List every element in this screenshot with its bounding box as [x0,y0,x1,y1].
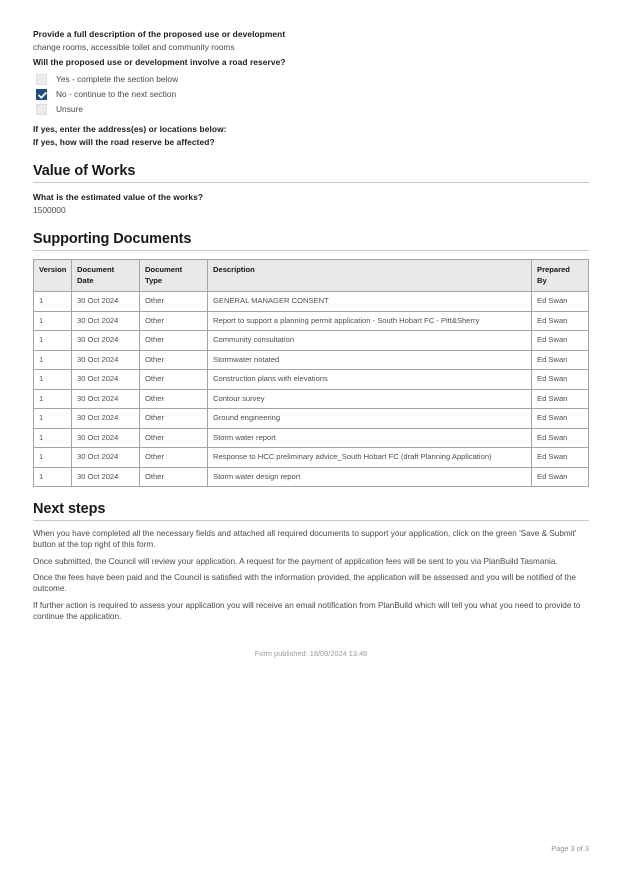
description-answer-value: change rooms, accessible toilet and community rooms [33,42,235,52]
section-divider [33,250,589,251]
cell-document-type: Other [140,428,208,448]
table-header [34,260,589,292]
cell-document-type: Other [140,311,208,331]
cell-description: Storm water design report [208,467,532,487]
section-divider [33,520,589,521]
table-row [34,409,589,429]
cell-prepared-by: Ed Swan [532,409,589,429]
cell-description: Storm water report [208,428,532,448]
supporting-documents-table [33,259,589,487]
column-header-document-type [140,260,208,292]
table-row [34,428,589,448]
column-header-prepared-by [532,260,589,292]
table-row [34,467,589,487]
next-steps-paragraph: Once the fees have been paid and the Council is satisfied with the information provided, the application will be assessed and you will be notified of the outcome. [33,573,576,594]
column-header-document-date [72,260,140,292]
cell-version: 1 [34,428,72,448]
column-header-text: Prepared [537,265,570,274]
cell-description: Ground engineering [208,409,532,429]
cell-prepared-by: Ed Swan [532,331,589,351]
cell-description: Report to support a planning permit application - South Hobart FC - Pitt&Sherry [208,311,532,331]
cell-version: 1 [34,448,72,468]
option-label-unsure: Unsure [56,104,83,114]
cell-version: 1 [34,311,72,331]
estimated-value-question-label: What is the estimated value of the works? [33,192,204,202]
column-header-text: Date [77,275,94,285]
next-steps-heading: Next steps [33,501,106,517]
table-row [34,389,589,409]
next-steps-paragraph: If further action is required to assess your application you will receive an email notification from PlanBuild which will tell you what you need to provide to continue the application. [33,600,581,621]
cell-prepared-by: Ed Swan [532,370,589,390]
option-label-no: No - continue to the next section [56,89,177,99]
table-row [34,292,589,312]
checkbox-unchecked-icon[interactable] [36,104,47,115]
table-row [34,370,589,390]
value-of-works-heading: Value of Works [33,163,136,179]
cell-document-type: Other [140,292,208,312]
column-header-text: By [537,275,547,285]
cell-document-type: Other [140,331,208,351]
cell-prepared-by: Ed Swan [532,311,589,331]
cell-prepared-by: Ed Swan [532,467,589,487]
column-header-text: Document [77,265,115,274]
cell-document-date: 30 Oct 2024 [72,448,140,468]
cell-prepared-by: Ed Swan [532,350,589,370]
section-divider [33,182,589,183]
cell-prepared-by: Ed Swan [532,389,589,409]
cell-version: 1 [34,389,72,409]
cell-document-date: 30 Oct 2024 [72,428,140,448]
column-header-text: Description [213,265,255,274]
column-header-text: Type [145,275,163,285]
cell-document-date: 30 Oct 2024 [72,350,140,370]
road-reserve-options [36,72,589,117]
cell-document-type: Other [140,409,208,429]
checkbox-unchecked-icon[interactable] [36,74,47,85]
cell-prepared-by: Ed Swan [532,448,589,468]
cell-document-type: Other [140,448,208,468]
address-question-label: If yes, enter the address(es) or locations below: [33,124,227,134]
table-row [34,448,589,468]
column-header-text: Version [39,265,67,274]
page-number: Page 3 of 3 [551,844,589,853]
table-row [34,311,589,331]
cell-document-type: Other [140,467,208,487]
cell-version: 1 [34,370,72,390]
cell-document-date: 30 Oct 2024 [72,409,140,429]
cell-description: GENERAL MANAGER CONSENT [208,292,532,312]
description-question-label: Provide a full description of the proposed use or development [33,29,286,39]
cell-document-date: 30 Oct 2024 [72,389,140,409]
table-body [34,292,589,487]
cell-document-date: 30 Oct 2024 [72,311,140,331]
checkbox-checked-icon[interactable] [36,89,47,100]
form-published-timestamp: Form published: 18/09/2024 13:46 [254,648,368,658]
cell-description: Stormwater notated [208,350,532,370]
column-header-text: Document [145,265,183,274]
table-row [34,350,589,370]
option-row-no[interactable] [36,87,589,102]
cell-document-type: Other [140,350,208,370]
cell-document-date: 30 Oct 2024 [72,467,140,487]
estimated-value-answer: 1500000 [33,205,66,215]
cell-document-type: Other [140,389,208,409]
table-header-row [34,260,589,292]
next-steps-paragraph: Once submitted, the Council will review your application. A request for the payment of application fees will be sent to you via PlanBuild Tasmania. [33,556,558,566]
affected-question-label: If yes, how will the road reserve be affected? [33,137,215,147]
cell-prepared-by: Ed Swan [532,428,589,448]
cell-version: 1 [34,292,72,312]
supporting-documents-heading: Supporting Documents [33,231,192,247]
cell-description: Contour survey [208,389,532,409]
table-row [34,331,589,351]
next-steps-paragraph: When you have completed all the necessary fields and attached all required documents to support your application, click on the green 'Save & Submit' button at the top right of this form. [33,529,577,549]
column-header-description [208,260,532,292]
option-row-unsure[interactable] [36,102,589,117]
cell-document-date: 30 Oct 2024 [72,331,140,351]
option-label-yes: Yes - complete the section below [56,74,179,84]
cell-version: 1 [34,350,72,370]
cell-document-date: 30 Oct 2024 [72,292,140,312]
next-steps-body [33,529,589,623]
option-row-yes[interactable] [36,72,589,87]
cell-description: Community consultation [208,331,532,351]
cell-version: 1 [34,467,72,487]
column-header-version [34,260,72,292]
cell-description: Response to HCC preliminary advice_South Hobart FC (draft Planning Application) [208,448,532,468]
cell-prepared-by: Ed Swan [532,292,589,312]
cell-version: 1 [34,409,72,429]
cell-version: 1 [34,331,72,351]
cell-document-date: 30 Oct 2024 [72,370,140,390]
road-reserve-question-label: Will the proposed use or development involve a road reserve? [33,57,286,67]
cell-description: Construction plans with elevations [208,370,532,390]
cell-document-type: Other [140,370,208,390]
